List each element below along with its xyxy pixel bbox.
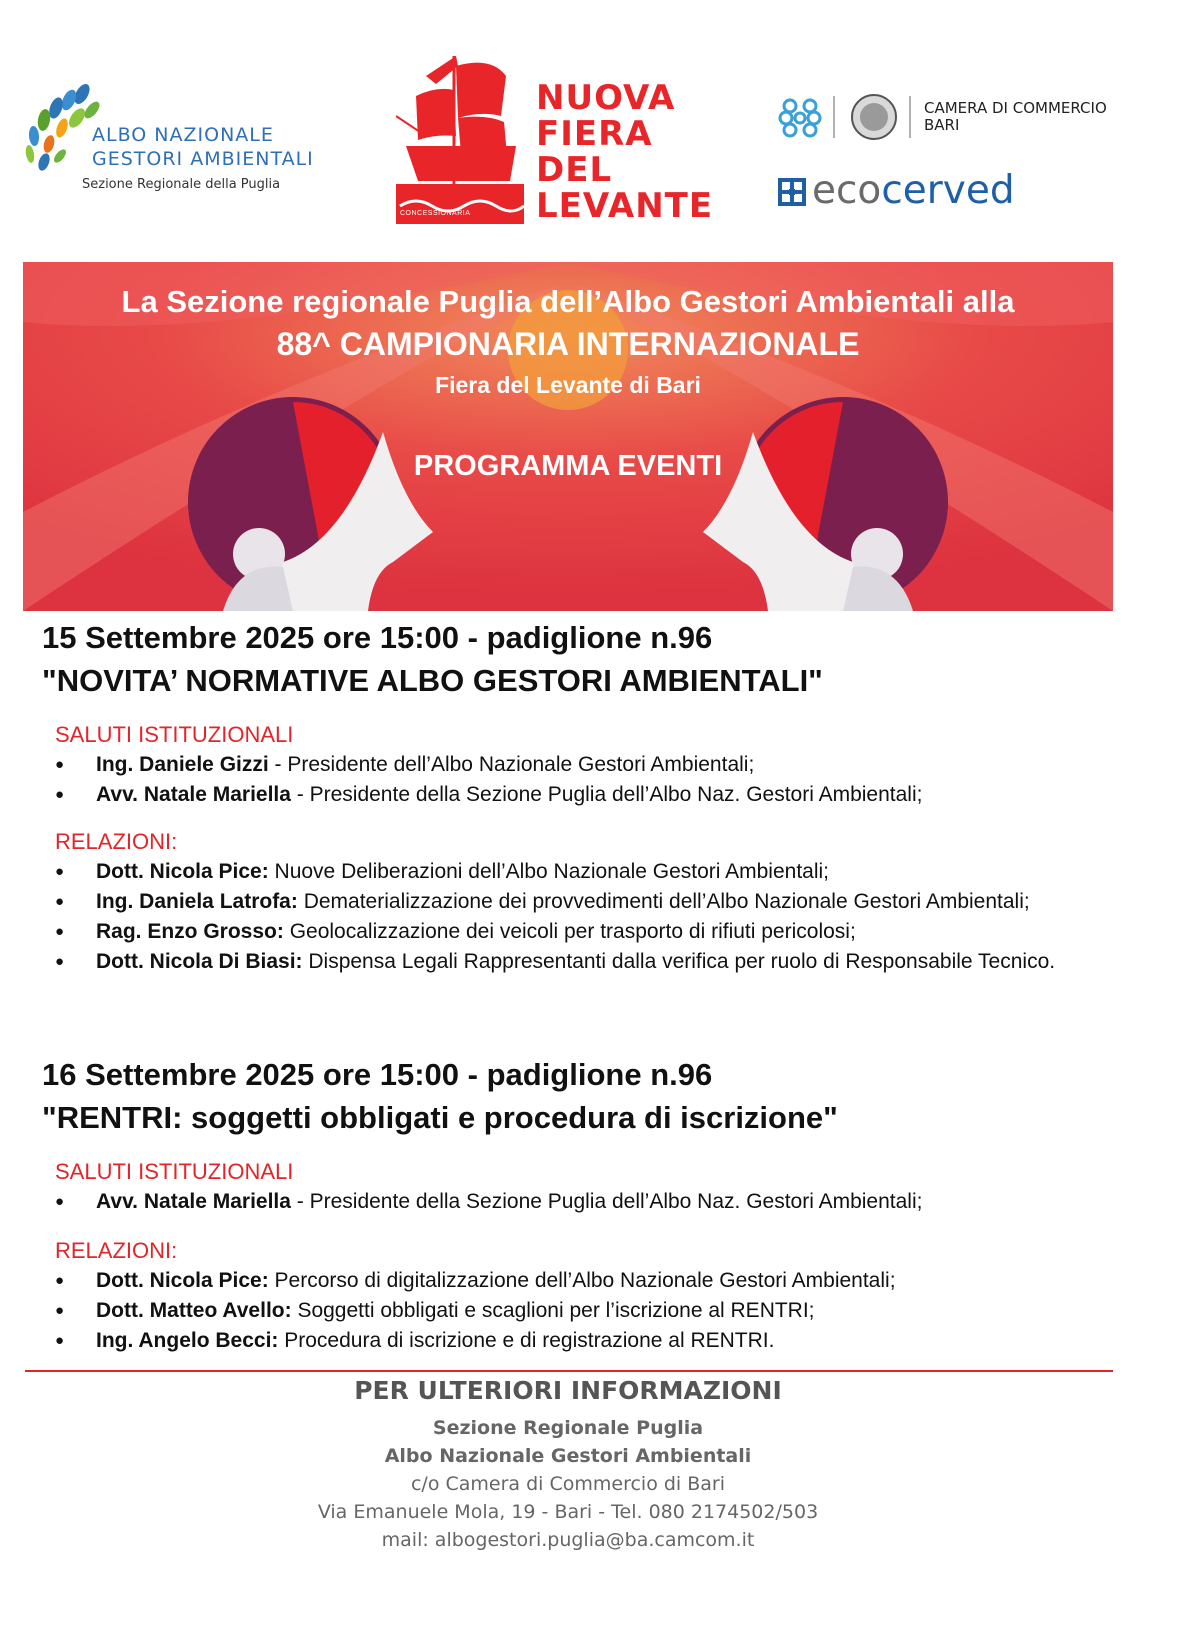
list-item xyxy=(55,780,1103,810)
speaker-name: Ing. Daniela Latrofa: xyxy=(96,890,298,913)
ecocerved-mark-icon xyxy=(778,178,806,206)
ecocerved-part2: cerved xyxy=(881,168,1015,213)
event2-saluti-label: SALUTI ISTITUZIONALI xyxy=(55,1159,294,1184)
albo-logo-subtitle: Sezione Regionale della Puglia xyxy=(82,177,281,192)
event2-header xyxy=(42,1053,1132,1139)
list-item xyxy=(55,917,1103,947)
event2-relazioni-label: RELAZIONI: xyxy=(55,1238,178,1263)
info-line1: Sezione Regionale Puglia xyxy=(432,1417,704,1439)
speaker-role: - Presidente della Sezione Puglia dell’Albo Naz. Gestori Ambientali; xyxy=(290,1190,923,1213)
talk-title: Geolocalizzazione dei veicoli per trasporto di rifiuti pericolosi; xyxy=(283,920,856,943)
talk-title: Dispensa Legali Rappresentanti dalla verifica per ruolo di Responsabile Tecnico. xyxy=(302,950,1056,973)
camera-line2: BARI xyxy=(924,116,960,134)
list-item xyxy=(55,1296,1103,1326)
info-title: PER ULTERIORI INFORMAZIONI xyxy=(354,1376,782,1405)
event2-title: "RENTRI: soggetti obbligati e procedura di iscrizione" xyxy=(42,1100,838,1135)
ecocerved-part1: eco xyxy=(812,168,882,213)
speaker-role: - Presidente della Sezione Puglia dell’Albo Naz. Gestori Ambientali; xyxy=(290,783,923,806)
albo-leaves-icon xyxy=(22,80,102,180)
speaker-role: - Presidente dell’Albo Nazionale Gestori Ambientali; xyxy=(268,753,755,776)
talk-title: Soggetti obbligati e scaglioni per l’iscrizione al RENTRI; xyxy=(291,1299,815,1322)
talk-title: Percorso di digitalizzazione dell’Albo Nazionale Gestori Ambientali; xyxy=(268,1269,896,1292)
list-item xyxy=(55,1326,1103,1356)
fiera-logo-text xyxy=(536,80,713,224)
ship-icon xyxy=(396,56,531,226)
info-line3: c/o Camera di Commercio di Bari xyxy=(410,1473,726,1495)
fiera-line4: LEVANTE xyxy=(536,186,714,226)
info-line2: Albo Nazionale Gestori Ambientali xyxy=(384,1445,752,1467)
camera-emblem-icon xyxy=(776,92,916,144)
event2-relazioni-list xyxy=(55,1266,1103,1356)
event1-saluti-list xyxy=(55,750,1103,810)
event1-date: 15 Settembre 2025 ore 15:00 - padiglione n.96 xyxy=(42,620,713,655)
hero-banner xyxy=(23,262,1113,611)
fiera-concession-label: CONCESSIONARIA xyxy=(400,210,471,217)
event1-saluti-label: SALUTI ISTITUZIONALI xyxy=(55,722,294,747)
banner-line2: 88^ CAMPIONARIA INTERNAZIONALE xyxy=(276,326,860,362)
event2-date: 16 Settembre 2025 ore 15:00 - padiglione n.96 xyxy=(42,1057,713,1092)
list-item xyxy=(55,887,1103,917)
speaker-name: Ing. Daniele Gizzi xyxy=(96,753,269,776)
fiera-line1: NUOVA xyxy=(536,78,676,118)
event1-relazioni-list xyxy=(55,857,1103,977)
talk-title: Dematerializzazione dei provvedimenti dell’Albo Nazionale Gestori Ambientali; xyxy=(297,890,1030,913)
speaker-name: Ing. Angelo Becci: xyxy=(96,1329,279,1352)
speaker-name: Rag. Enzo Grosso: xyxy=(96,920,284,943)
list-item xyxy=(55,947,1103,977)
camera-text xyxy=(924,100,1107,134)
camera-commercio-logo xyxy=(776,92,1136,144)
event1-relazioni-label: RELAZIONI: xyxy=(55,829,178,854)
list-item xyxy=(55,857,1103,887)
speaker-name: Avv. Natale Mariella xyxy=(96,783,291,806)
fiera-line2: FIERA xyxy=(536,114,653,154)
speaker-name: Dott. Nicola Pice: xyxy=(96,1269,269,1292)
event2-saluti-list xyxy=(55,1187,1103,1217)
fiera-logo xyxy=(396,56,716,236)
albo-logo-line1: ALBO NAZIONALE xyxy=(92,124,274,146)
banner-line1: La Sezione regionale Puglia dell’Albo Gestori Ambientali alla xyxy=(121,284,1015,319)
talk-title: Nuove Deliberazioni dell’Albo Nazionale Gestori Ambientali; xyxy=(268,860,829,883)
list-item xyxy=(55,750,1103,780)
info-address: Via Emanuele Mola, 19 - Bari - Tel. 080 2174502/503 xyxy=(317,1501,819,1523)
footer-divider xyxy=(25,1370,1113,1372)
event1-title: "NOVITA’ NORMATIVE ALBO GESTORI AMBIENTALI" xyxy=(42,663,823,698)
ecocerved-logo xyxy=(776,168,1096,216)
talk-title: Procedura di iscrizione e di registrazione al RENTRI. xyxy=(278,1329,775,1352)
list-item xyxy=(55,1266,1103,1296)
camera-line1: CAMERA DI COMMERCIO xyxy=(924,99,1107,117)
albo-logo xyxy=(22,80,322,200)
event1-header xyxy=(42,616,1132,702)
banner-programma: PROGRAMMA EVENTI xyxy=(413,450,723,482)
list-item xyxy=(55,1187,1103,1217)
speaker-name: Avv. Natale Mariella xyxy=(96,1190,291,1213)
speaker-name: Dott. Matteo Avello: xyxy=(96,1299,292,1322)
banner-line3: Fiera del Levante di Bari xyxy=(435,372,701,398)
ecocerved-wordmark xyxy=(812,168,1015,214)
fiera-line3: DEL xyxy=(536,150,613,190)
info-email: mail: albogestori.puglia@ba.camcom.it xyxy=(381,1529,755,1551)
speaker-name: Dott. Nicola Di Biasi: xyxy=(96,950,303,973)
albo-logo-line2: GESTORI AMBIENTALI xyxy=(92,148,314,170)
speaker-name: Dott. Nicola Pice: xyxy=(96,860,269,883)
